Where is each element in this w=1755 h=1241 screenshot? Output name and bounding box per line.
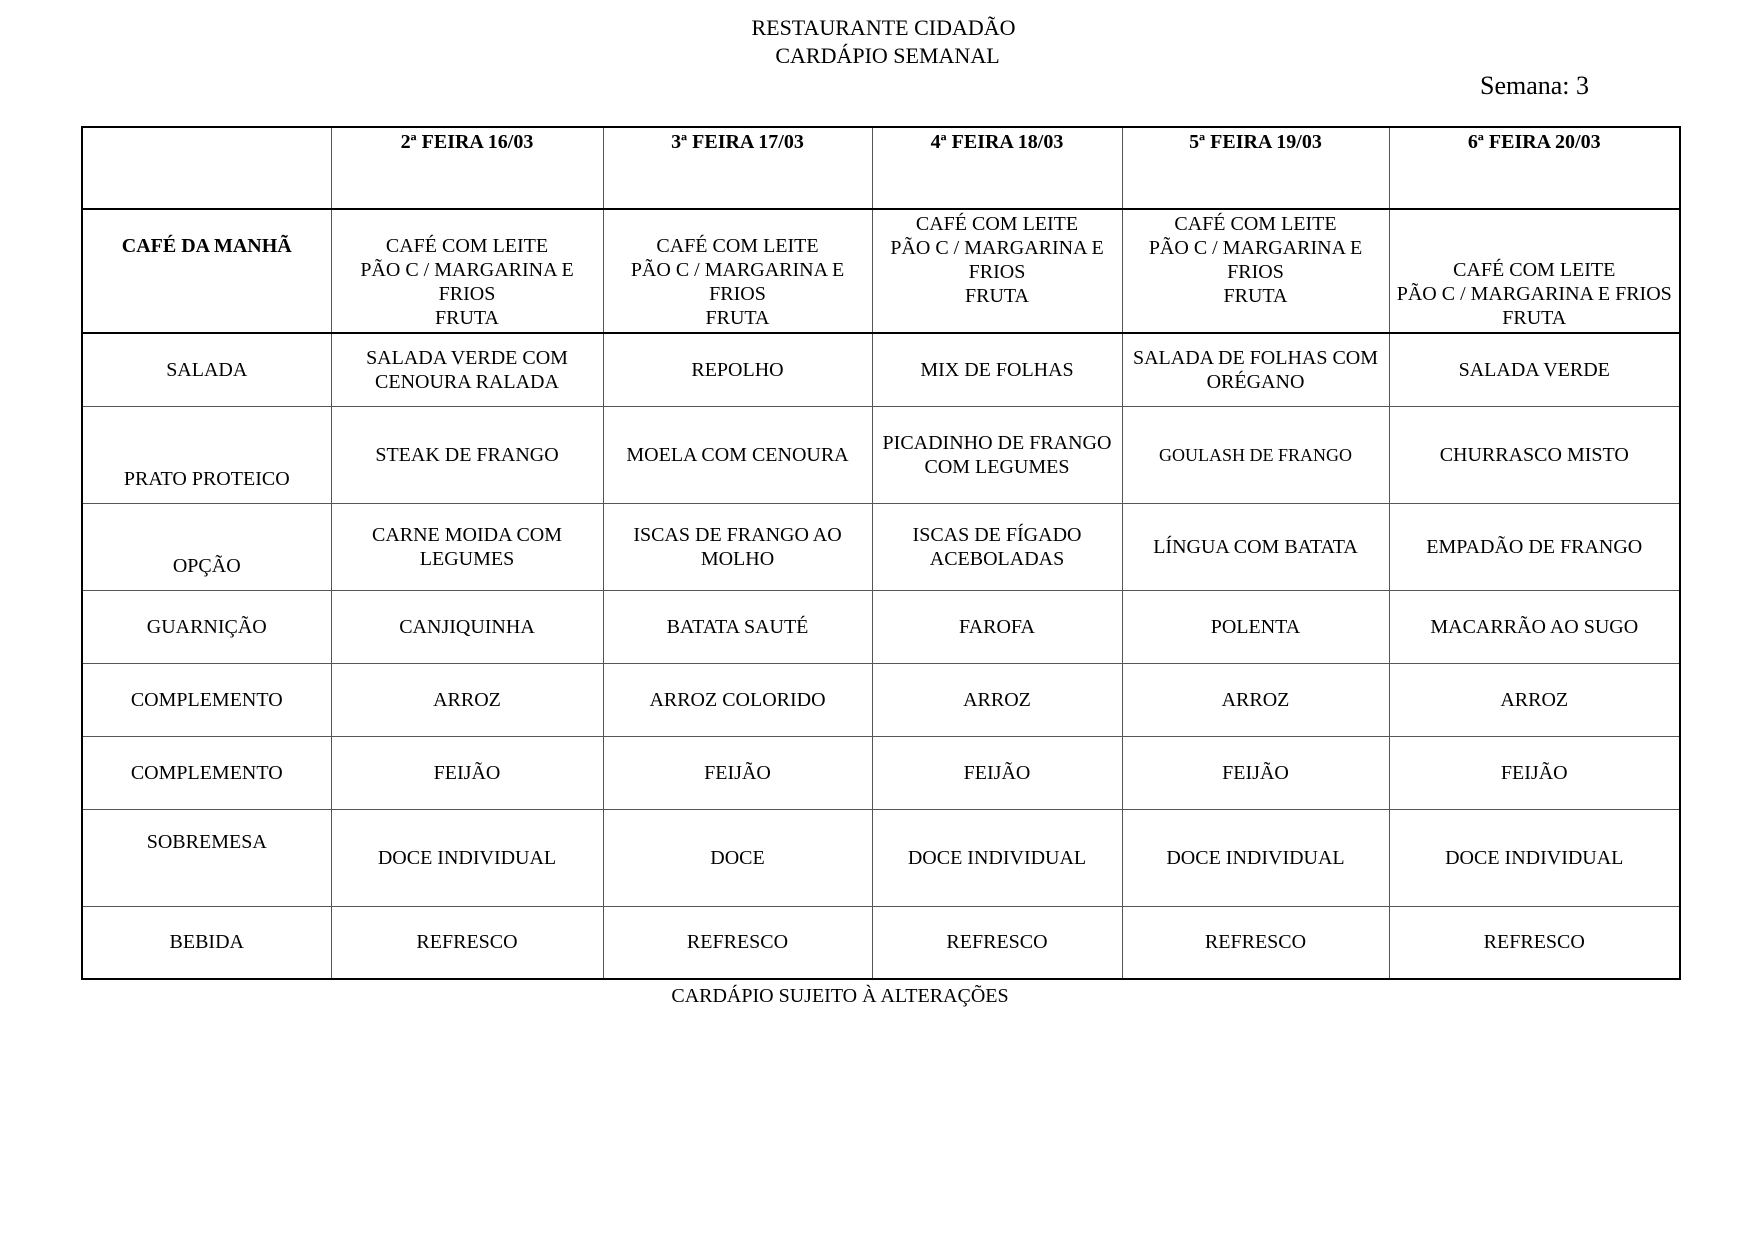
day-header-wednesday: 4ª FEIRA 18/03 bbox=[872, 127, 1122, 209]
dessert-cell-wednesday: DOCE INDIVIDUAL bbox=[872, 809, 1122, 906]
breakfast-line-bread: PÃO C / MARGARINA E FRIOS bbox=[890, 237, 1104, 283]
breakfast-line-coffee: CAFÉ COM LEITE bbox=[915, 213, 1079, 235]
breakfast-cell-friday bbox=[1389, 209, 1680, 333]
breakfast-line-bread: PÃO C / MARGARINA E FRIOS bbox=[630, 259, 845, 305]
breakfast-line-bread: PÃO C / MARGARINA E FRIOS bbox=[1396, 283, 1672, 305]
breakfast-line-fruit: FRUTA bbox=[965, 285, 1029, 307]
row-label-protein: PRATO PROTEICO bbox=[82, 406, 331, 503]
protein-cell-monday: STEAK DE FRANGO bbox=[331, 406, 603, 503]
protein-cell-tuesday: MOELA COM CENOURA bbox=[603, 406, 872, 503]
salad-cell-monday: SALADA VERDE COM CENOURA RALADA bbox=[331, 333, 603, 406]
breakfast-line-fruit: FRUTA bbox=[1502, 307, 1567, 329]
rice-cell-monday: ARROZ bbox=[331, 663, 603, 736]
breakfast-line-fruit: FRUTA bbox=[435, 307, 499, 329]
dessert-cell-tuesday: DOCE bbox=[603, 809, 872, 906]
beans-cell-thursday: FEIJÃO bbox=[1122, 736, 1389, 809]
drink-row bbox=[82, 906, 1680, 979]
day-header-thursday: 5ª FEIRA 19/03 bbox=[1122, 127, 1389, 209]
breakfast-cell-monday bbox=[331, 209, 603, 333]
day-header-monday: 2ª FEIRA 16/03 bbox=[331, 127, 603, 209]
dessert-cell-friday: DOCE INDIVIDUAL bbox=[1389, 809, 1680, 906]
complement-row-rice bbox=[82, 663, 1680, 736]
row-label-option: OPÇÃO bbox=[82, 503, 331, 590]
breakfast-line-coffee: CAFÉ COM LEITE bbox=[1174, 213, 1337, 235]
week-label: Semana: 3 bbox=[1480, 71, 1590, 100]
dessert-row bbox=[82, 809, 1680, 906]
drink-cell-thursday: REFRESCO bbox=[1122, 906, 1389, 979]
breakfast-line-bread: PÃO C / MARGARINA E FRIOS bbox=[1148, 237, 1363, 283]
row-label-complement: COMPLEMENTO bbox=[82, 736, 331, 809]
header-row bbox=[82, 127, 1680, 209]
salad-cell-wednesday: MIX DE FOLHAS bbox=[872, 333, 1122, 406]
side-dish-cell-tuesday: BATATA SAUTÉ bbox=[603, 590, 872, 663]
side-dish-row bbox=[82, 590, 1680, 663]
complement-row-beans bbox=[82, 736, 1680, 809]
drink-cell-friday: REFRESCO bbox=[1389, 906, 1680, 979]
drink-cell-monday: REFRESCO bbox=[331, 906, 603, 979]
breakfast-cell-thursday bbox=[1122, 209, 1389, 333]
rice-cell-friday: ARROZ bbox=[1389, 663, 1680, 736]
breakfast-line-coffee: CAFÉ COM LEITE bbox=[656, 235, 819, 257]
rice-cell-wednesday: ARROZ bbox=[872, 663, 1122, 736]
restaurant-name: RESTAURANTE CIDADÃO bbox=[751, 15, 1016, 40]
beans-cell-tuesday: FEIJÃO bbox=[603, 736, 872, 809]
option-cell-tuesday: ISCAS DE FRANGO AO MOLHO bbox=[603, 503, 872, 590]
row-label-salad: SALADA bbox=[82, 333, 331, 406]
breakfast-line-coffee: CAFÉ COM LEITE bbox=[385, 235, 549, 257]
breakfast-row bbox=[82, 209, 1680, 333]
drink-cell-wednesday: REFRESCO bbox=[872, 906, 1122, 979]
breakfast-line-coffee: CAFÉ COM LEITE bbox=[1453, 259, 1616, 281]
row-label-dessert: SOBREMESA bbox=[82, 809, 331, 906]
breakfast-line-fruit: FRUTA bbox=[1223, 285, 1288, 307]
option-row bbox=[82, 503, 1680, 590]
side-dish-cell-wednesday: FAROFA bbox=[872, 590, 1122, 663]
corner-cell bbox=[82, 127, 331, 209]
protein-row bbox=[82, 406, 1680, 503]
dessert-cell-monday: DOCE INDIVIDUAL bbox=[331, 809, 603, 906]
day-header-friday: 6ª FEIRA 20/03 bbox=[1389, 127, 1680, 209]
side-dish-cell-thursday: POLENTA bbox=[1122, 590, 1389, 663]
protein-cell-friday: CHURRASCO MISTO bbox=[1389, 406, 1680, 503]
beans-cell-monday: FEIJÃO bbox=[331, 736, 603, 809]
salad-cell-tuesday: REPOLHO bbox=[603, 333, 872, 406]
beans-cell-wednesday: FEIJÃO bbox=[872, 736, 1122, 809]
dessert-cell-thursday: DOCE INDIVIDUAL bbox=[1122, 809, 1389, 906]
row-label-drink: BEBIDA bbox=[82, 906, 331, 979]
footer-disclaimer: CARDÁPIO SUJEITO À ALTERAÇÕES bbox=[671, 985, 1009, 1007]
beans-cell-friday: FEIJÃO bbox=[1389, 736, 1680, 809]
rice-cell-tuesday: ARROZ COLORIDO bbox=[603, 663, 872, 736]
document-title: CARDÁPIO SEMANAL bbox=[775, 43, 1000, 68]
day-header-tuesday: 3ª FEIRA 17/03 bbox=[603, 127, 872, 209]
row-label-breakfast: CAFÉ DA MANHÃ bbox=[82, 209, 331, 333]
protein-cell-wednesday: PICADINHO DE FRANGO COM LEGUMES bbox=[872, 406, 1122, 503]
breakfast-cell-tuesday bbox=[603, 209, 872, 333]
salad-cell-friday: SALADA VERDE bbox=[1389, 333, 1680, 406]
breakfast-cell-wednesday bbox=[872, 209, 1122, 333]
side-dish-cell-friday: MACARRÃO AO SUGO bbox=[1389, 590, 1680, 663]
rice-cell-thursday: ARROZ bbox=[1122, 663, 1389, 736]
weekly-menu-table bbox=[81, 126, 1681, 980]
row-label-side-dish: GUARNIÇÃO bbox=[82, 590, 331, 663]
breakfast-line-fruit: FRUTA bbox=[705, 307, 770, 329]
salad-cell-thursday: SALADA DE FOLHAS COM ORÉGANO bbox=[1122, 333, 1389, 406]
drink-cell-tuesday: REFRESCO bbox=[603, 906, 872, 979]
option-cell-monday: CARNE MOIDA COM LEGUMES bbox=[331, 503, 603, 590]
protein-cell-thursday: GOULASH DE FRANGO bbox=[1122, 406, 1389, 503]
breakfast-line-bread: PÃO C / MARGARINA E FRIOS bbox=[360, 259, 574, 305]
salad-row bbox=[82, 333, 1680, 406]
option-cell-wednesday: ISCAS DE FÍGADO ACEBOLADAS bbox=[872, 503, 1122, 590]
row-label-complement: COMPLEMENTO bbox=[82, 663, 331, 736]
option-cell-friday: EMPADÃO DE FRANGO bbox=[1389, 503, 1680, 590]
side-dish-cell-monday: CANJIQUINHA bbox=[331, 590, 603, 663]
option-cell-thursday: LÍNGUA COM BATATA bbox=[1122, 503, 1389, 590]
